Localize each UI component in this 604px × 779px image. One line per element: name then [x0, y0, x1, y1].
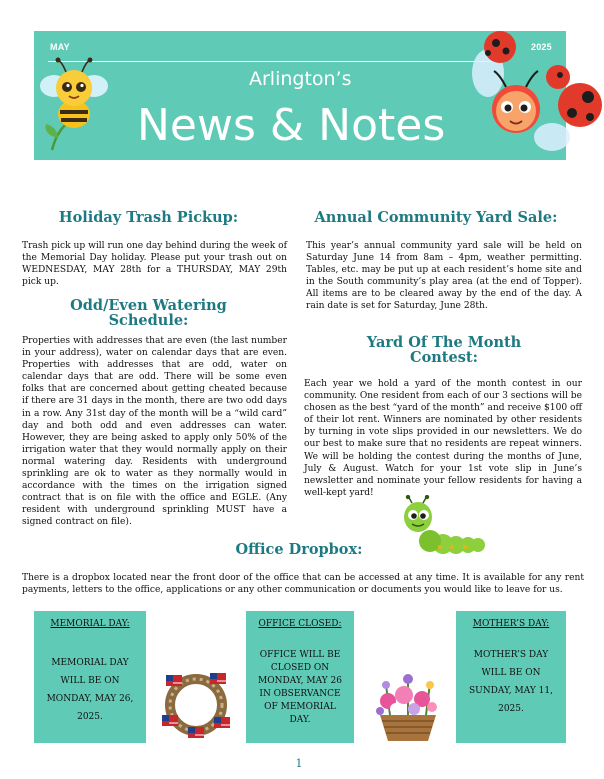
banner-subtitle: Arlington’s — [249, 68, 352, 90]
box-line: WILL BE ON — [481, 668, 541, 678]
box-line: 2025. — [77, 712, 103, 722]
box-line: WILL BE ON — [60, 676, 120, 686]
mothers-day-text — [466, 646, 556, 718]
newsletter-title: News & Notes — [137, 100, 446, 151]
yard-month-heading-line1: Yard Of The Month — [366, 334, 522, 351]
yard-sale-heading: Annual Community Yard Sale: — [314, 209, 558, 226]
mothers-day-heading: MOTHER’S DAY: — [472, 619, 550, 629]
box-line: MEMORIAL DAY — [51, 658, 129, 668]
wreath-icon — [158, 667, 234, 743]
box-line: MOTHER’S DAY — [473, 650, 549, 660]
office-closed-heading: OFFICE CLOSED: — [258, 619, 342, 629]
office-closed-text — [256, 649, 344, 727]
mothers-day-box — [456, 611, 566, 743]
box-line: DAY. — [289, 715, 311, 725]
dropbox-heading: Office Dropbox: — [235, 541, 363, 558]
page-number: 1 — [295, 757, 303, 770]
box-line: MONDAY, MAY 26 — [258, 676, 342, 686]
box-line: 2025. — [498, 704, 524, 714]
watering-heading-line2: Schedule: — [108, 312, 189, 329]
memorial-day-box — [34, 611, 146, 743]
trash-body: Trash pick up will run one day behind during the week of the Memorial Day holiday. Please put your trash out on WEDNESDAY, MAY 28th for a THURSDAY, MAY 29th pick up. — [22, 241, 287, 288]
yard-sale-body: This year’s annual community yard sale will be held on Saturday June 14 from 8am – 4pm, weather permitting. Tables, etc. may be put up at each resident’s home site and in the South community’s play area (at the end of Topper). All items are to be cleared away by the end of the day. A rain date is set for Saturday, June 28th. — [306, 241, 582, 312]
box-line: IN OBSERVANCE — [259, 689, 341, 699]
box-line: OFFICE WILL BE — [259, 650, 341, 660]
box-line: OF MEMORIAL — [264, 702, 336, 712]
watering-heading-line1: Odd/Even Watering — [70, 297, 227, 314]
ladybug-icon — [460, 29, 604, 161]
yard-month-heading-line2: Contest: — [410, 349, 478, 366]
watering-heading — [22, 298, 275, 328]
yard-month-heading — [306, 335, 582, 365]
box-line: MONDAY, MAY 26, — [46, 694, 134, 704]
box-line: CLOSED ON — [270, 663, 330, 673]
banner-month: MAY — [50, 42, 70, 52]
dropbox-body: There is a dropbox located near the front door of the office that can be accessed at any time. It is available for any rent payments, letters to the office, applications or any other communication or documents you would like to leave for us. — [22, 573, 584, 596]
yard-month-body: Each year we hold a yard of the month contest in our community. One resident from each of our 3 sections will be chosen as the best “yard of the month” and receive $100 off of their lot rent. Winners are nominated by other residents by turning in vote slips provided in our newsletters. We do our best to make sure that no residents are repeat winners. We will be holding the contest during the months of June, July & August. Watch for your 1st vote slip in June’s newsletter and nominate your fellow residents for having a well-kept yard! — [304, 379, 582, 498]
flower-basket-icon — [368, 655, 448, 745]
office-closed-box — [246, 611, 354, 743]
banner-rule — [48, 61, 498, 62]
memorial-day-heading: MEMORIAL DAY: — [50, 619, 130, 629]
box-line: SUNDAY, MAY 11, — [469, 686, 553, 696]
bee-icon — [38, 52, 110, 152]
watering-body: Properties with addresses that are even (the last number in your address), water on calendar days that are even. Properties with addresses that are odd, water on calendar days that are odd. There will be some even folks that are concerned about getting cheated because if there are 31 days in the month, there are two odd days in a row. Any 31st day of the month will be a “wild card” day and both odd and even addresses can water. However, they are being asked to apply only 50% of the irrigation water that they would normally apply on their normal watering day. Residents with underground sprinkling are ok to water as they normally would in accordance with the times on the irrigation signed contract that is on file with the office and EGLE. (Any resident with underground sprinkling MUST have a signed contract on file). — [22, 336, 287, 528]
trash-heading: Holiday Trash Pickup: — [58, 209, 239, 226]
banner-year: 2025 — [531, 42, 552, 52]
memorial-day-text — [44, 654, 136, 726]
